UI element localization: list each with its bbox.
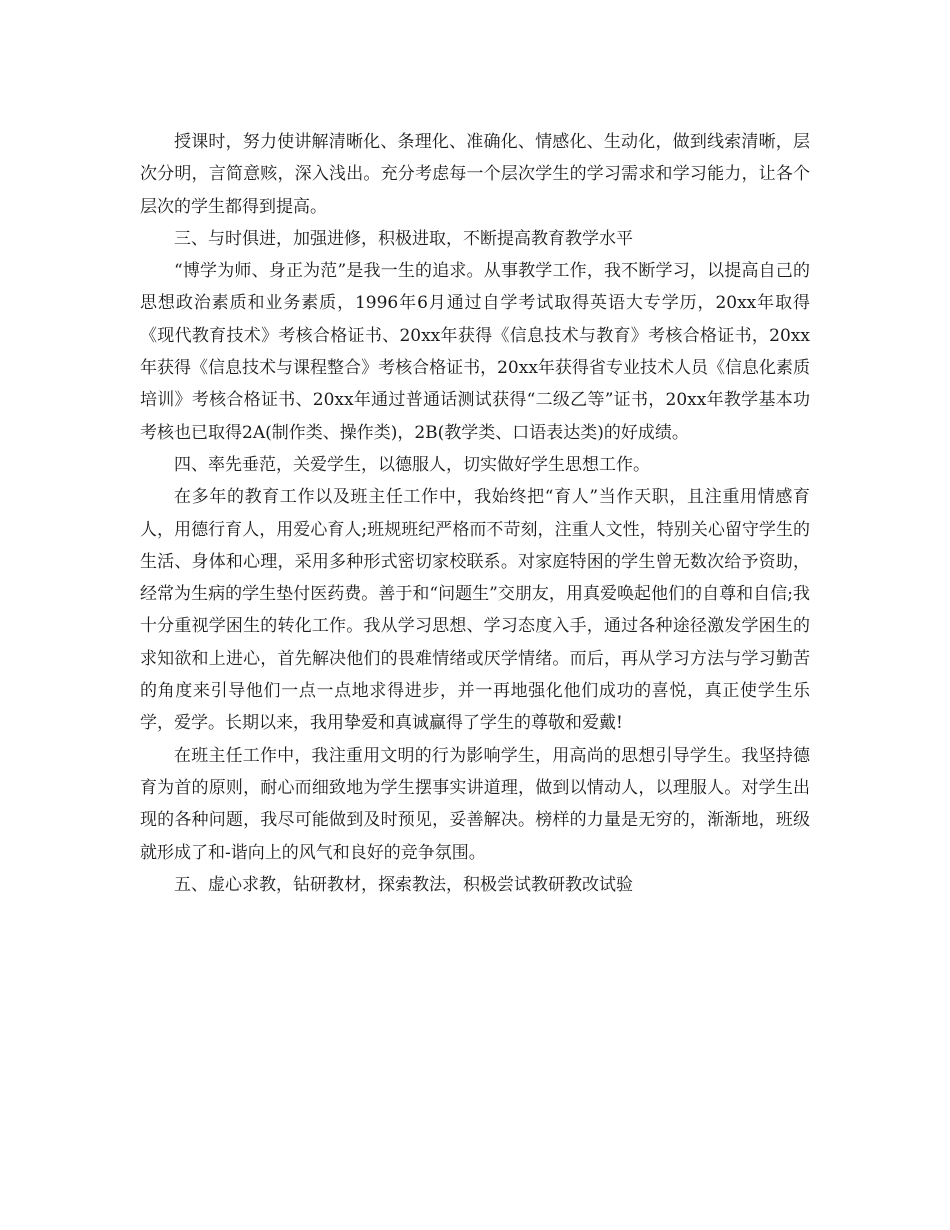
paragraph-teaching-method: 授课时，努力使讲解清晰化、条理化、准确化、情感化、生动化，做到线索清晰，层次分明，言简意赅，深入浅出。充分考虑每一个层次学生的学习需求和学习能力，让各个层次的学生都得到提高。 <box>140 132 810 217</box>
section-heading-three: 三、与时俱进，加强进修，积极进取，不断提高教育教学水平 <box>174 228 633 249</box>
section-heading-five: 五、虚心求教，钻研教材，探索教法，积极尝试教研教改试验 <box>174 874 633 895</box>
section-heading-four: 四、率先垂范，关爱学生，以德服人，切实做好学生思想工作。 <box>174 454 650 475</box>
paragraph-qualifications: “博学为师、身正为范”是我一生的追求。从事教学工作，我不断学习，以提高自己的思想政治素质和业务素质，1996年6月通过自学考试取得英语大专学历，20xx年取得《现代教育技术》考核合格证书、20xx年获得《信息技术与教育》考核合格证书，20xx年获得《信息技术与课程整合》考核合格证书，20xx年获得省专业技术人员《信息化素质培训》考核合格证书、20xx年通过普通话测试获得“二级乙等”证书，20xx年教学基本功考核也已取得2A(制作类、操作类)，2B(教学类、口语表达类)的好成绩。 <box>140 261 810 443</box>
paragraph-caring-students: 在多年的教育工作以及班主任工作中，我始终把“育人”当作天职，且注重用情感育人，用德行育人，用爱心育人;班规班纪严格而不苛刻，注重人文性，特别关心留守学生的生活、身体和心理，采用多种形式密切家校联系。对家庭特困的学生曾无数次给予资助，经常为生病的学生垫付医药费。善于和“问题生”交朋友，用真爱唤起他们的自尊和自信;我十分重视学困生的转化工作。我从学习思想、学习态度入手，通过各种途径激发学困生的求知欲和上进心，首先解决他们的畏难情绪或厌学情绪。而后，再从学习方法与学习勤苦的角度来引导他们一点一点地求得进步，并一再地强化他们成功的喜悦，真正使学生乐学，爱学。长期以来，我用挚爱和真诚赢得了学生的尊敬和爱戴! <box>140 487 810 734</box>
document-body <box>140 126 810 901</box>
paragraph-class-teacher-work: 在班主任工作中，我注重用文明的行为影响学生，用高尚的思想引导学生。我坚持德育为首的原则，耐心而细致地为学生摆事实讲道理，做到以情动人，以理服人。对学生出现的各种问题，我尽可能做到及时预见，妥善解决。榜样的力量是无穷的，渐渐地，班级就形成了和-谐向上的风气和良好的竞争氛围。 <box>140 745 810 863</box>
